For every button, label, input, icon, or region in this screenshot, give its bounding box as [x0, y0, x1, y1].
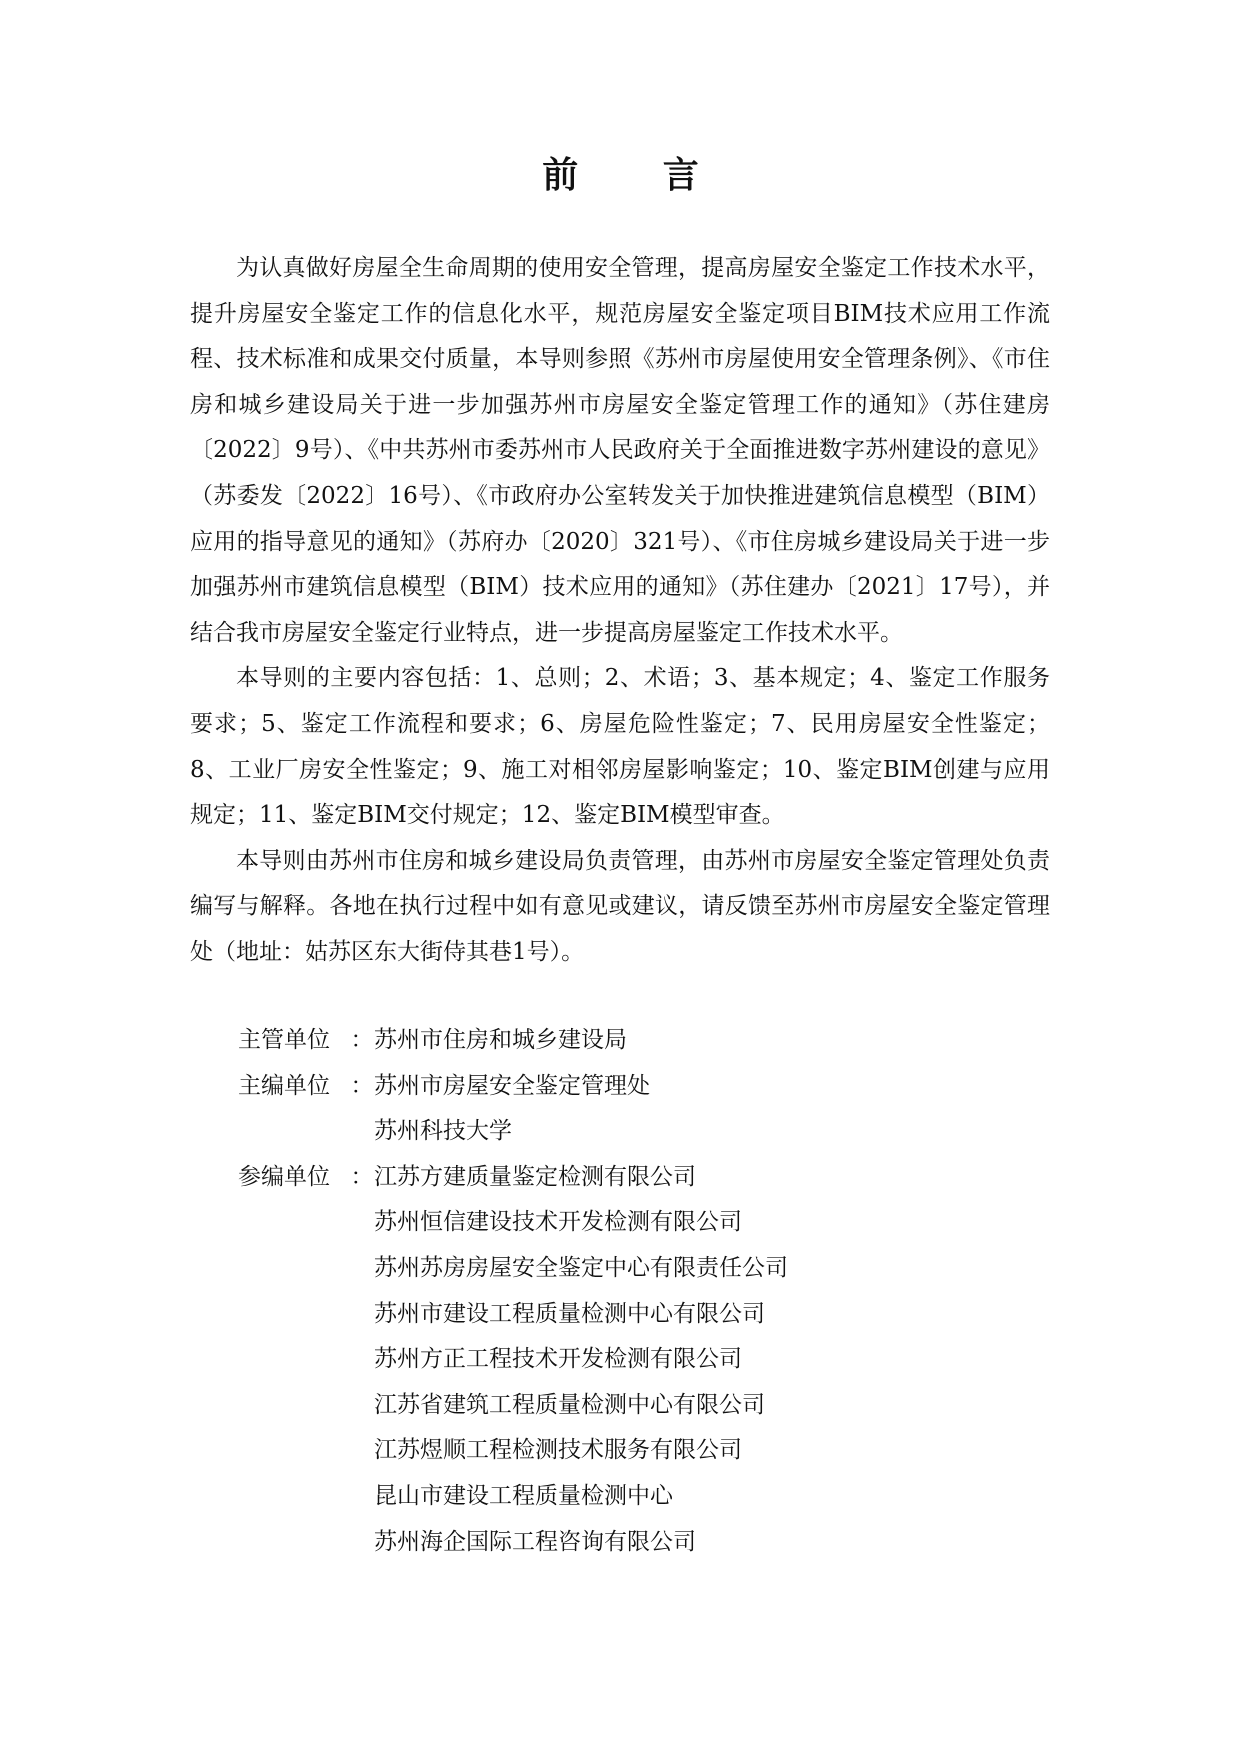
- participating-unit-name: 苏州市建设工程质量检测中心有限公司: [374, 1300, 765, 1327]
- competent-unit-name: 苏州市住房和城乡建设局: [374, 1027, 627, 1053]
- chief-editor-unit-name: 苏州市房屋安全鉴定管理处: [374, 1072, 650, 1099]
- participating-unit-name: 苏州恒信建设技术开发检测有限公司: [374, 1209, 742, 1236]
- competent-unit-row: [238, 1018, 1038, 1064]
- preface-paragraph-3: 本导则由苏州市住房和城乡建设局负责管理，由苏州市房屋安全鉴定管理处负责编写与解释。各地在执行过程中如有意见或建议，请反馈至苏州市房屋安全鉴定管理处（地址：姑苏区东大街侍其巷1号）。: [190, 847, 1050, 965]
- participating-unit-name: 苏州苏房房屋安全鉴定中心有限责任公司: [374, 1254, 788, 1281]
- participating-unit-name: 江苏煜顺工程检测技术服务有限公司: [374, 1437, 742, 1464]
- chief-editor-unit-names: [374, 1064, 1038, 1155]
- participating-unit-row: [238, 1155, 1038, 1565]
- competent-unit-label: 主管单位: [238, 1027, 330, 1053]
- participating-unit-label: 参编单位: [238, 1163, 330, 1190]
- participating-unit-name: 苏州海企国际工程咨询有限公司: [374, 1528, 696, 1555]
- preface-body: [190, 246, 1050, 976]
- preface-paragraph-2: 本导则的主要内容包括：1、总则；2、术语；3、基本规定；4、鉴定工作服务要求；5、鉴定工作流程和要求；6、房屋危险性鉴定；7、民用房屋安全性鉴定；8、工业厂房安全性鉴定；9、施工对相邻房屋影响鉴定；10、鉴定BIM创建与应用规定；11、鉴定BIM交付规定；12、鉴定BIM模型审查。: [190, 665, 1050, 829]
- participating-unit-name: 昆山市建设工程质量检测中心: [374, 1482, 673, 1509]
- chief-editor-unit-name: 苏州科技大学: [374, 1118, 512, 1145]
- organizations-list: [238, 1018, 1038, 1565]
- page-title: 前 言: [542, 154, 735, 196]
- participating-unit-name: 江苏省建筑工程质量检测中心有限公司: [374, 1391, 765, 1418]
- participating-unit-name: 苏州方正工程技术开发检测有限公司: [374, 1346, 742, 1373]
- chief-editor-unit-label: 主编单位: [238, 1072, 330, 1099]
- participating-unit-colon: ：: [350, 1163, 374, 1190]
- competent-unit-colon: ：: [350, 1027, 374, 1053]
- chief-editor-unit-row: [238, 1064, 1038, 1155]
- chief-editor-unit-colon: ：: [350, 1072, 374, 1099]
- participating-unit-names: [374, 1155, 1038, 1565]
- competent-unit-names: [374, 1018, 1038, 1064]
- participating-unit-name: 江苏方建质量鉴定检测有限公司: [374, 1163, 696, 1190]
- preface-paragraph-1: 为认真做好房屋全生命周期的使用安全管理，提高房屋安全鉴定工作技术水平，提升房屋安全鉴定工作的信息化水平，规范房屋安全鉴定项目BIM技术应用工作流程、技术标准和成果交付质量，本导则参照《苏州市房屋使用安全管理条例》、《市住房和城乡建设局关于进一步加强苏州市房屋安全鉴定管理工作的通知》（苏住建房〔2022〕9号）、《中共苏州市委苏州市人民政府关于全面推进数字苏州建设的意见》（苏委发〔2022〕16号）、《市政府办公室转发关于加快推进建筑信息模型（BIM）应用的指导意见的通知》（苏府办〔2020〕321号）、《市住房城乡建设局关于进一步加强苏州市建筑信息模型（BIM）技术应用的通知》（苏住建办〔2021〕17号），并结合我市房屋安全鉴定行业特点，进一步提高房屋鉴定工作技术水平。: [190, 255, 1050, 646]
